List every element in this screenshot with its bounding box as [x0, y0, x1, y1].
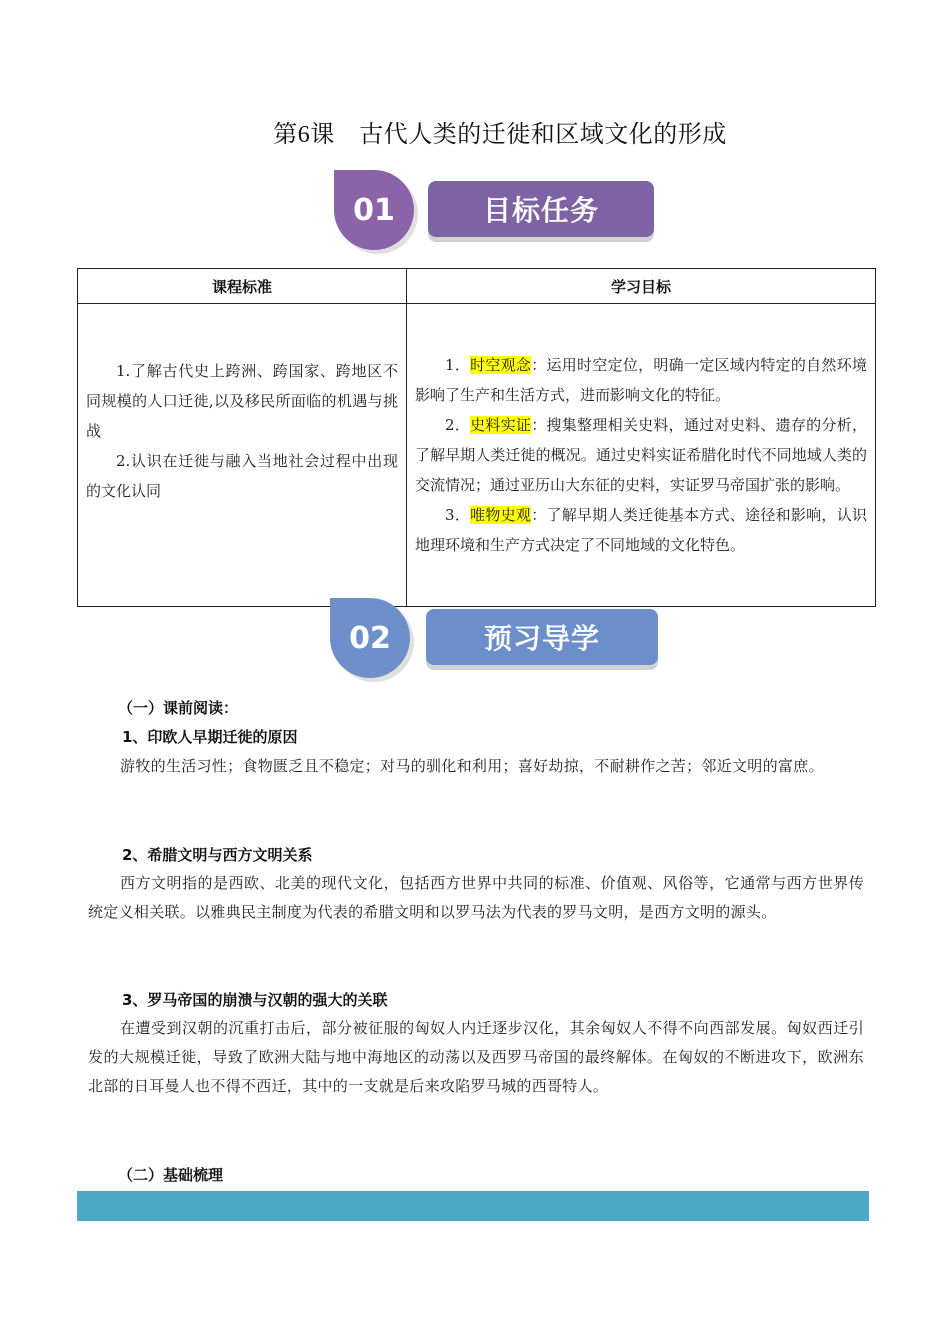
basics-table-header-bar: [77, 1191, 869, 1221]
reading-item-title: 1、印欧人早期迁徙的原因: [122, 728, 298, 746]
section-number-badge: 02: [330, 598, 410, 678]
col-header-objectives: 学习目标: [407, 269, 876, 304]
objective-item: 1．时空观念：运用时空定位，明确一定区域内特定的自然环境影响了生产和生活方式，进而影响文化的特征。: [415, 356, 867, 404]
reading-item-title: 2、希腊文明与西方文明关系: [122, 846, 313, 864]
section-title-pill: 预习导学: [426, 609, 658, 665]
col-header-standards: 课程标准: [78, 269, 407, 304]
standard-item: 1.了解古代史上跨洲、跨国家、跨地区不同规模的人口迁徙,以及移民所面临的机遇与挑战: [86, 362, 398, 440]
objective-keyword: 时空观念: [470, 356, 532, 374]
objective-keyword: 史料实证: [470, 416, 532, 434]
reading-item-title: 3、罗马帝国的崩溃与汉朝的强大的关联: [122, 991, 388, 1009]
goals-table: [77, 268, 876, 607]
reading-heading: （一）课前阅读：: [118, 699, 239, 717]
reading-item-body: 在遭受到汉朝的沉重打击后，部分被征服的匈奴人内迁逐步汉化，其余匈奴人不得不向西部发展。匈奴西迁引发的大规模迁徙，导致了欧洲大陆与地中海地区的动荡以及西罗马帝国的最终解体。在匈奴的不断进攻下，欧洲东北部的日耳曼人也不得不西迁，其中的一支就是后来攻陷罗马城的西哥特人。: [88, 1019, 864, 1095]
section-title-pill: 目标任务: [428, 181, 654, 237]
page-title: 第6课 古代人类的迁徙和区域文化的形成: [273, 120, 727, 148]
objective-keyword: 唯物史观: [470, 506, 532, 524]
reading-item-body: 游牧的生活习性；食物匮乏且不稳定；对马的驯化和利用；喜好劫掠，不耐耕作之苦；邻近文明的富庶。: [120, 757, 824, 775]
basics-heading: （二）基础梳理: [118, 1166, 224, 1184]
section-number-badge: 01: [334, 170, 414, 250]
objectives-cell: [407, 304, 876, 607]
standard-item: 2.认识在迁徙与融入当地社会过程中出现的文化认同: [86, 452, 398, 500]
standards-cell: [78, 304, 407, 607]
reading-item-body: 西方文明指的是西欧、北美的现代文化，包括西方世界中共同的标准、价值观、风俗等，它通常与西方世界传统定义相关联。以雅典民主制度为代表的希腊文明和以罗马法为代表的罗马文明，是西方文明的源头。: [88, 874, 864, 921]
objective-item: 2．史料实证：搜集整理相关史料，通过对史料、遗存的分析，了解早期人类迁徙的概况。通过史料实证希腊化时代不同地域人类的交流情况；通过亚历山大东征的史料，实证罗马帝国扩张的影响。: [415, 416, 867, 494]
objective-item: 3．唯物史观：了解早期人类迁徙基本方式、途径和影响，认识地理环境和生产方式决定了不同地域的文化特色。: [415, 506, 867, 554]
